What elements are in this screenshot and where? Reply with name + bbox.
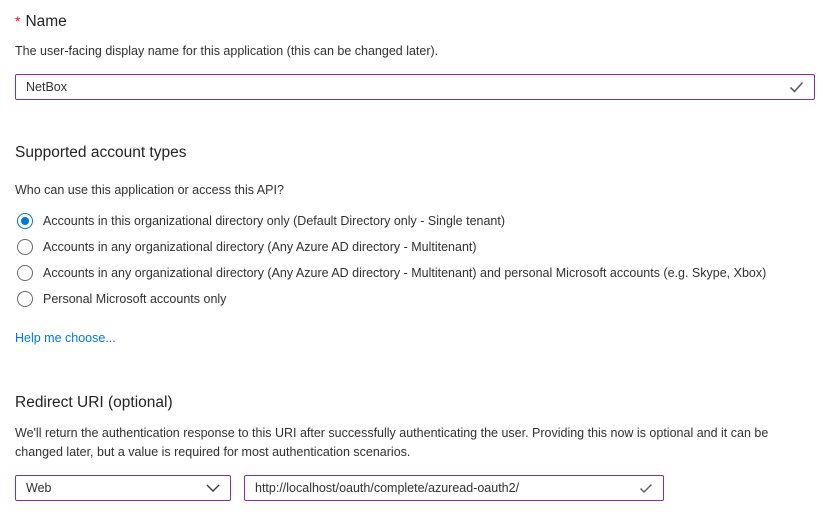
radio-button-icon bbox=[17, 291, 33, 307]
name-heading-label: Name bbox=[25, 13, 67, 30]
radio-option-single-tenant[interactable] bbox=[15, 208, 815, 234]
radio-option-label: Accounts in this organizational directory only (Default Directory only - Single tenant) bbox=[43, 214, 506, 228]
redirect-uri-row bbox=[15, 475, 815, 501]
account-types-heading: Supported account types bbox=[15, 144, 187, 161]
redirect-uri-heading: Redirect URI (optional) bbox=[15, 394, 173, 411]
redirect-uri-description: We'll return the authentication response to this URI after successfully authenticating the user. Providing this now is optional and it can be changed later, but a value is required for most authentication scenarios. bbox=[15, 426, 769, 459]
name-input[interactable] bbox=[15, 74, 815, 100]
redirect-uri-input-value: http://localhost/oauth/complete/azuread-oauth2/ bbox=[255, 481, 520, 495]
platform-select[interactable] bbox=[15, 475, 231, 501]
name-input-value: NetBox bbox=[26, 80, 67, 94]
radio-option-multitenant[interactable] bbox=[15, 234, 815, 260]
chevron-down-icon bbox=[206, 484, 220, 492]
valid-check-icon bbox=[789, 81, 804, 93]
account-types-question: Who can use this application or access this API? bbox=[15, 183, 284, 197]
radio-button-icon bbox=[17, 213, 33, 229]
radio-button-icon bbox=[17, 239, 33, 255]
redirect-uri-input[interactable] bbox=[244, 475, 664, 501]
valid-check-icon bbox=[639, 483, 653, 494]
redirect-uri-section bbox=[15, 393, 815, 501]
required-asterisk: * bbox=[15, 13, 21, 29]
radio-option-label: Personal Microsoft accounts only bbox=[43, 292, 227, 306]
help-me-choose-link[interactable]: Help me choose... bbox=[15, 331, 116, 345]
radio-option-multitenant-personal[interactable] bbox=[15, 260, 815, 286]
name-description: The user-facing display name for this application (this can be changed later). bbox=[15, 44, 439, 58]
name-section bbox=[15, 12, 815, 100]
platform-select-value: Web bbox=[26, 481, 52, 495]
name-heading bbox=[15, 12, 815, 31]
account-types-section bbox=[15, 143, 815, 347]
radio-option-label: Accounts in any organizational directory (Any Azure AD directory - Multitenant) bbox=[43, 240, 477, 254]
radio-option-label: Accounts in any organizational directory (Any Azure AD directory - Multitenant) and personal Microsoft accounts (e.g. Skype, Xbox) bbox=[43, 266, 767, 280]
account-types-radio-group bbox=[15, 208, 815, 312]
radio-button-icon bbox=[17, 265, 33, 281]
radio-option-personal-only[interactable] bbox=[15, 286, 815, 312]
